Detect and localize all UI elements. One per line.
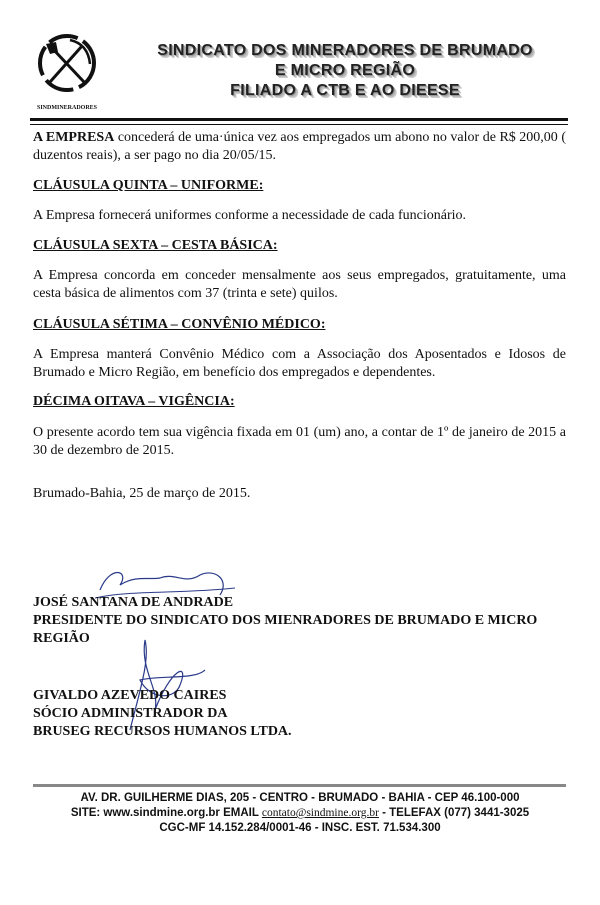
signatory-role: SÓCIO ADMINISTRADOR DA (33, 706, 228, 721)
header-divider (30, 118, 568, 125)
clause-heading: CLÁUSULA SEXTA – CESTA BÁSICA: (33, 238, 278, 253)
signatory-company: BRUSEG RECURSOS HUMANOS LTDA. (33, 724, 292, 739)
footer-phone: - TELEFAX (077) 3441-3025 (378, 807, 530, 819)
union-logo (32, 30, 102, 111)
crossed-pickaxe-shovel-icon (32, 30, 102, 100)
intro-paragraph (33, 129, 566, 165)
header-title-line-1: SINDICATO DOS MINERADORES DE BRUMADO (157, 42, 533, 59)
footer-contact (0, 806, 600, 821)
clause-text: O presente acordo tem sua vigência fixada em 01 (um) ano, a contar de 1º de janeiro de 2015 a 30 de dezembro de 2015. (33, 425, 566, 458)
footer-email-link[interactable]: contato@sindmine.org.br (261, 807, 379, 819)
clause-text: A Empresa manterá Convênio Médico com a Associação dos Aposentados e Idosos de Brumado e Micro Região, em benefício dos empregados e dependentes. (33, 347, 566, 380)
footer-site: SITE: www.sindmine.org.br EMAIL (70, 807, 262, 819)
clause-text: A Empresa concorda em conceder mensalmente aos seus empregados, gratuitamente, uma cesta básica de alimentos com 37 (trinta e sete) quilos. (33, 268, 566, 301)
clause-heading: CLÁUSULA QUINTA – UNIFORME: (33, 178, 264, 193)
signatory-name: JOSÉ SANTANA DE ANDRADE (33, 595, 234, 610)
logo-caption: SINDMINERADORES (36, 105, 97, 111)
clause-text: A Empresa fornecerá uniformes conforme a necessidade de cada funcionário. (33, 208, 467, 223)
header-title-line-2: E MICRO REGIÃO (274, 62, 416, 79)
clause-heading: CLÁUSULA SÉTIMA – CONVÊNIO MÉDICO: (33, 317, 326, 332)
clause-heading: DÉCIMA OITAVA – VIGÊNCIA: (33, 394, 235, 409)
header-title-line-3: FILIADO A CTB E AO DIEESE (230, 82, 460, 99)
signatory-name: GIVALDO AZEVEDO CAIRES (33, 688, 227, 703)
footer-divider (33, 784, 566, 787)
intro-lead: A EMPRESA (33, 130, 115, 145)
intro-text: concederá de uma·única vez aos empregados um abono no valor de R$ 200,00 ( duzentos reais), a ser pago no dia 20/05/15. (33, 130, 566, 163)
signatory-2 (33, 687, 292, 741)
signatory-role: PRESIDENTE DO SINDICATO DOS MIENRADORES DE BRUMADO E MICRO REGIÃO (33, 613, 538, 646)
footer-address: AV. DR. GUILHERME DIAS, 205 - CENTRO - BRUMADO - BAHIA - CEP 46.100-000 (80, 792, 520, 804)
footer-registry: CGC-MF 14.152.284/0001-46 - INSC. EST. 71.534.300 (159, 822, 441, 834)
place-date: Brumado-Bahia, 25 de março de 2015. (33, 486, 251, 501)
